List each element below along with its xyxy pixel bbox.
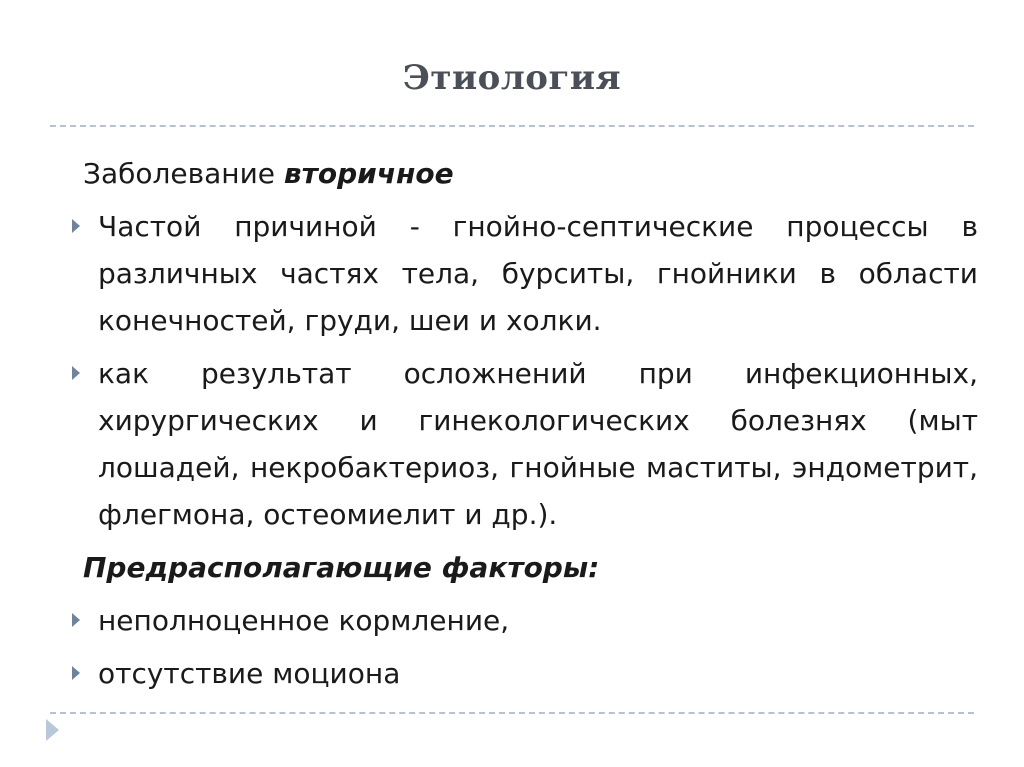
top-divider — [50, 125, 974, 127]
bullet-triangle-icon — [72, 666, 80, 680]
slide-title: Этиология — [402, 58, 622, 98]
bullet-triangle-icon — [72, 613, 80, 627]
next-slide-arrow-icon[interactable] — [46, 719, 59, 741]
bullet-item — [80, 203, 980, 344]
bullet-item — [80, 597, 980, 644]
bullet-text: отсутствие моциона — [98, 657, 401, 690]
slide-content — [80, 150, 980, 703]
bottom-divider — [50, 712, 974, 714]
bullet-text: Частой причиной - гнойно-септические процессы в различных частях тела, бурситы, гнойники в области конечностей, груди, шеи и холки. — [98, 210, 978, 337]
bullet-text: как результат осложнений при инфекционных, хирургических и гинекологических болезнях (мыт лошадей, некробактериоз, гнойные маститы, эндометрит, флегмона, остеомиелит и др.). — [98, 357, 978, 531]
intro-prefix: Заболевание — [83, 157, 284, 190]
intro-emphasis: вторичное — [283, 157, 454, 190]
bullet-triangle-icon — [72, 366, 80, 380]
bullet-item — [80, 650, 980, 697]
intro-line — [80, 150, 980, 197]
subheading: Предрасполагающие факторы: — [83, 551, 600, 584]
bullet-triangle-icon — [72, 219, 80, 233]
bullet-text: неполноценное кормление, — [98, 604, 510, 637]
bullet-item — [80, 350, 980, 538]
